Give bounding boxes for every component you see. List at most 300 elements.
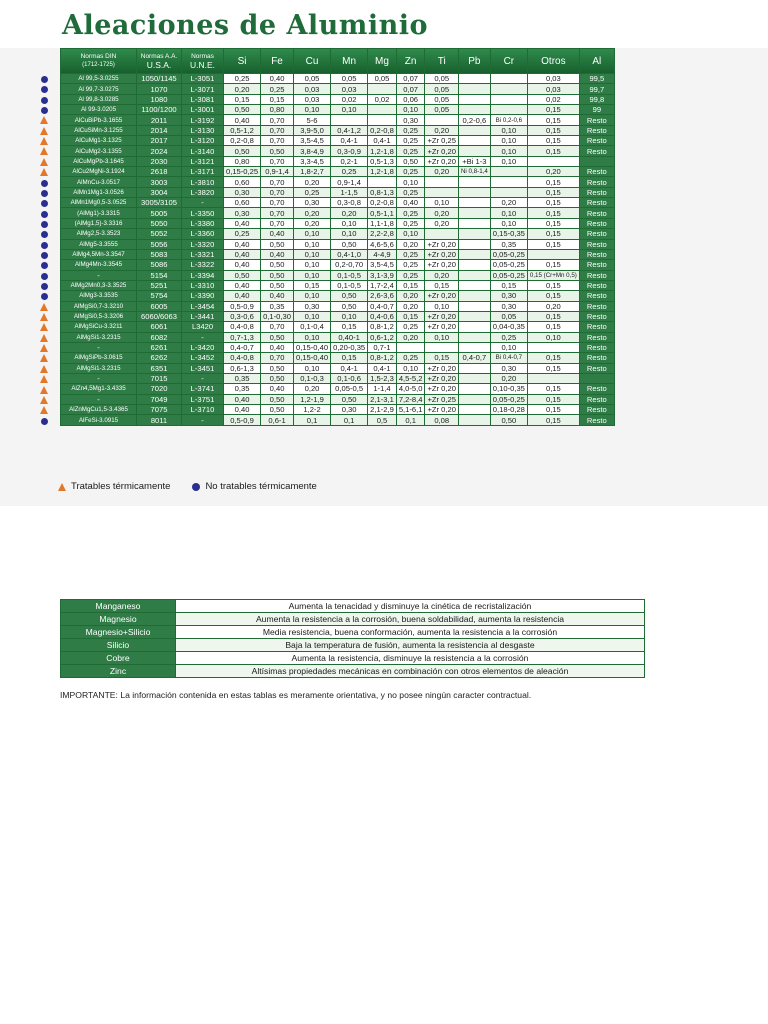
alloy-name-din: Al 99,7-3.0275 bbox=[61, 84, 136, 93]
alloy-code-une: - bbox=[182, 198, 223, 207]
cell-ti: +Zr 0,20 bbox=[427, 374, 456, 384]
cell-cr: 0,18-0,28 bbox=[492, 405, 525, 415]
alloy-code-une: L-3741 bbox=[182, 384, 223, 393]
cell-fe: 0,40 bbox=[261, 384, 293, 393]
cell-mg bbox=[368, 84, 396, 93]
header-usa-label: Normas A.A. bbox=[140, 53, 178, 60]
alloy-row bbox=[61, 384, 614, 393]
alloy-row bbox=[61, 312, 614, 321]
cell-si: 0,15-0,25 bbox=[226, 167, 259, 177]
element-effect: Aumenta la resistencia, disminuye la resistencia a la corrosión bbox=[176, 652, 645, 665]
alloy-name-din: AlMgSiPb-3.0615 bbox=[61, 353, 136, 362]
cell-ti: 0,20 bbox=[425, 167, 458, 176]
cell-pb bbox=[459, 260, 490, 269]
alloy-name-din: AlCuBiPb-3.1655 bbox=[61, 115, 136, 124]
cell-zn: 0,20 bbox=[397, 302, 425, 311]
cell-mn: 0,05 bbox=[331, 74, 367, 83]
element-name: Silicio bbox=[61, 639, 176, 652]
cell-otros: 0,15 bbox=[528, 281, 579, 290]
cell-mg: 2,2-2,8 bbox=[370, 229, 394, 239]
cell-pb bbox=[459, 364, 490, 373]
cell-pb: +Bi 1-3 bbox=[459, 157, 490, 166]
cell-cr: Bi 0,2-0,6 bbox=[491, 115, 527, 124]
alloy-name-din: - bbox=[61, 395, 136, 404]
cell-otros: 0,15 bbox=[528, 177, 579, 186]
alloy-code-une: L-3360 bbox=[182, 229, 223, 238]
cell-si: 0,35 bbox=[224, 384, 260, 393]
cell-zn: 0,06 bbox=[397, 95, 425, 104]
cell-mg: 0,4-1 bbox=[368, 136, 396, 145]
cell-otros: 0,15 bbox=[528, 146, 579, 155]
cell-al: 99,5 bbox=[580, 74, 614, 83]
alloy-name-din: AlMnCu-3.0517 bbox=[61, 177, 136, 186]
cell-si: 0,15 bbox=[224, 95, 260, 104]
cell-cr: 0,25 bbox=[491, 333, 527, 342]
cell-al: Resto bbox=[580, 198, 614, 207]
orange-triangle-icon bbox=[58, 483, 66, 491]
cell-cr bbox=[491, 177, 527, 186]
cell-fe: 0,70 bbox=[261, 322, 293, 331]
cell-mn: 0,02 bbox=[331, 95, 367, 104]
cell-al: Resto bbox=[580, 188, 614, 197]
alloy-code-usa: 2011 bbox=[137, 115, 181, 124]
cell-mn: 0,4-1,0 bbox=[331, 250, 367, 259]
cell-cr: 0,10 bbox=[491, 343, 527, 352]
alloy-name-din: AlMn1Mg0,5-3.0525 bbox=[61, 198, 136, 207]
header-ti: Ti bbox=[425, 49, 458, 73]
cell-pb bbox=[459, 146, 490, 155]
cell-si: 0,5-0,9 bbox=[224, 302, 260, 311]
cell-cr: 0,05-0,25 bbox=[492, 270, 525, 280]
alloy-row bbox=[61, 208, 614, 217]
cell-ti: +Zr 0,20 bbox=[427, 156, 456, 166]
cell-mn: 0,10 bbox=[331, 229, 367, 238]
alloy-row bbox=[61, 343, 614, 352]
cell-cu: 0,15-0,40 bbox=[295, 343, 329, 353]
cell-cu: 0,15 bbox=[294, 281, 330, 290]
cell-cu: 5-6 bbox=[294, 115, 330, 124]
alloy-name-din: AlCuMg2-3.1355 bbox=[61, 146, 136, 155]
element-name: Magnesio bbox=[61, 613, 176, 626]
cell-al: Resto bbox=[580, 146, 614, 155]
cell-fe: 0,50 bbox=[261, 146, 293, 155]
alloy-row bbox=[61, 415, 614, 424]
cell-mn: 0,50 bbox=[331, 240, 367, 249]
header-fe: Fe bbox=[261, 49, 293, 73]
alloy-name-din: AlMn1Mg1-3.0526 bbox=[61, 188, 136, 197]
alloy-row bbox=[61, 188, 614, 197]
cell-pb bbox=[459, 240, 490, 249]
cell-fe: 0,70 bbox=[261, 157, 293, 166]
cell-mg: 2,6-3,6 bbox=[370, 291, 394, 301]
alloy-code-une: L-3120 bbox=[182, 136, 223, 145]
cell-ti bbox=[425, 343, 458, 352]
alloy-row bbox=[61, 115, 614, 124]
cell-otros: 0,15 bbox=[528, 115, 579, 124]
cell-al: Resto bbox=[580, 405, 614, 414]
cell-si: 0,6-1,3 bbox=[224, 364, 260, 373]
alloy-row bbox=[61, 271, 614, 280]
header-si: Si bbox=[224, 49, 260, 73]
element-effects-body bbox=[61, 600, 645, 678]
cell-cu: 0,10 bbox=[294, 260, 330, 269]
alloy-name-din: AlZn4,5Mg1-3.4335 bbox=[61, 384, 136, 393]
cell-zn: 0,25 bbox=[397, 126, 425, 135]
alloy-code-une: L-3121 bbox=[182, 157, 223, 166]
alloy-row bbox=[61, 240, 614, 249]
alloy-name-din: - bbox=[61, 374, 136, 383]
cell-mn: 0,50 bbox=[331, 395, 367, 404]
cell-ti: +Zr 0,20 bbox=[427, 312, 456, 322]
alloy-code-une: L-3171 bbox=[182, 167, 223, 176]
cell-mg: 0,4-0,6 bbox=[370, 312, 394, 322]
alloy-code-une: L-3321 bbox=[182, 250, 223, 259]
cell-cr: 0,20 bbox=[491, 198, 527, 207]
alloy-row bbox=[61, 353, 614, 362]
alloy-code-usa: 2014 bbox=[137, 126, 181, 135]
cell-ti: 0,15 bbox=[425, 281, 458, 290]
cell-cu: 0,10 bbox=[294, 271, 330, 280]
cell-zn: 0,50 bbox=[397, 157, 425, 166]
cell-zn: 0,25 bbox=[397, 271, 425, 280]
alloy-code-une: L-3820 bbox=[182, 188, 223, 197]
cell-cu: 3,8-4,9 bbox=[294, 146, 330, 155]
cell-pb bbox=[459, 95, 490, 104]
alloy-code-usa: 5052 bbox=[137, 229, 181, 238]
cell-mn: 0,50 bbox=[331, 302, 367, 311]
cell-zn: 5,1-6,1 bbox=[398, 405, 423, 415]
cell-cu: 0,05 bbox=[294, 74, 330, 83]
element-effect: Baja la temperatura de fusión, aumenta la resistencia al desgaste bbox=[176, 639, 645, 652]
cell-cr: 0,04-0,35 bbox=[492, 322, 525, 332]
cell-ti: 0,20 bbox=[425, 126, 458, 135]
cell-otros: 0,02 bbox=[528, 95, 579, 104]
cell-otros: 0,15 bbox=[528, 105, 579, 114]
alloy-row bbox=[61, 333, 614, 342]
cell-cr: Bi 0,4-0,7 bbox=[491, 353, 527, 362]
cell-ti bbox=[425, 229, 458, 238]
alloy-table-container bbox=[60, 48, 615, 426]
cell-zn: 0,10 bbox=[397, 105, 425, 114]
cell-si: 0,20 bbox=[224, 84, 260, 93]
cell-zn: 0,25 bbox=[397, 250, 425, 259]
cell-cu: 0,10 bbox=[294, 291, 330, 300]
cell-fe: 0,40 bbox=[261, 291, 293, 300]
cell-pb bbox=[459, 281, 490, 290]
cell-otros: 0,15 bbox=[528, 395, 579, 404]
cell-cr: 0,10 bbox=[491, 208, 527, 217]
cell-mg: 0,2-0,8 bbox=[370, 125, 394, 135]
cell-zn: 0,25 bbox=[397, 353, 425, 362]
legend-item-non-treatable bbox=[192, 481, 316, 492]
cell-cr bbox=[491, 105, 527, 114]
cell-cu: 0,15-0,40 bbox=[295, 353, 329, 363]
cell-al: Resto bbox=[580, 136, 614, 145]
cell-pb bbox=[459, 374, 490, 383]
alloy-code-une: - bbox=[182, 374, 223, 383]
cell-fe: 0,70 bbox=[261, 353, 293, 362]
cell-cr: 0,05-0,25 bbox=[492, 394, 525, 404]
cell-cr: 0,10 bbox=[491, 146, 527, 155]
cell-ti: +Zr 0,25 bbox=[427, 136, 456, 146]
cell-cr: 0,20 bbox=[491, 374, 527, 383]
cell-si: 0,3-0,6 bbox=[224, 312, 260, 321]
cell-mn: 0,03 bbox=[331, 84, 367, 93]
blue-dot-icon bbox=[41, 221, 48, 228]
cell-si: 0,30 bbox=[224, 188, 260, 197]
alloy-row bbox=[61, 291, 614, 300]
orange-triangle-icon bbox=[40, 158, 48, 166]
alloy-row bbox=[61, 177, 614, 186]
alloy-row bbox=[61, 74, 614, 83]
cell-al: 99 bbox=[580, 105, 614, 114]
cell-mn: 0,4-1,2 bbox=[331, 126, 367, 135]
cell-ti: +Zr 0,20 bbox=[427, 384, 456, 394]
cell-mg: 0,6-1,2 bbox=[370, 332, 394, 342]
alloy-name-din: AlZnMgCu1,5-3.4365 bbox=[61, 405, 136, 414]
cell-mg bbox=[368, 105, 396, 114]
cell-mn: 0,25 bbox=[331, 167, 367, 176]
cell-cu: 0,1-0,4 bbox=[294, 322, 330, 331]
element-row bbox=[61, 600, 645, 613]
legend-treatable-label: Tratables térmicamente bbox=[71, 481, 171, 492]
cell-pb bbox=[459, 198, 490, 207]
cell-fe: 0,70 bbox=[261, 188, 293, 197]
cell-pb bbox=[459, 415, 490, 424]
cell-cu: 0,10 bbox=[294, 312, 330, 321]
cell-mg: 1,2-1,8 bbox=[370, 146, 394, 156]
element-name: Cobre bbox=[61, 652, 176, 665]
cell-mn: 1-1,5 bbox=[331, 188, 367, 197]
cell-cr: 0,50 bbox=[491, 415, 527, 424]
cell-otros: 0,15 bbox=[528, 353, 579, 362]
page-title: Aleaciones de Aluminio bbox=[62, 10, 429, 41]
alloy-name-din: AlMg2Mn0,3-3.3525 bbox=[61, 281, 136, 290]
alloy-name-din: AlMg5-3.3555 bbox=[61, 240, 136, 249]
header-din bbox=[61, 49, 136, 73]
element-name: Magnesio+Silicio bbox=[61, 626, 176, 639]
alloy-row bbox=[61, 250, 614, 259]
alloy-code-une: L-3390 bbox=[182, 291, 223, 300]
header-une-label: Normas bbox=[191, 53, 214, 60]
legend-item-treatable bbox=[58, 481, 170, 492]
cell-otros bbox=[528, 250, 579, 259]
cell-otros: 0,20 bbox=[528, 167, 579, 176]
header-pb: Pb bbox=[459, 49, 490, 73]
cell-si: 0,40 bbox=[224, 219, 260, 228]
cell-cr: 0,15 bbox=[491, 281, 527, 290]
cell-ti: 0,05 bbox=[425, 74, 458, 83]
cell-ti: 0,08 bbox=[425, 415, 458, 424]
cell-otros: 0,15 bbox=[528, 291, 579, 300]
cell-mn: 0,15 bbox=[331, 353, 367, 362]
cell-al: Resto bbox=[580, 208, 614, 217]
cell-mg: 1-1,4 bbox=[368, 384, 396, 393]
cell-otros: 0,03 bbox=[528, 74, 579, 83]
cell-fe: 0,50 bbox=[261, 271, 293, 280]
cell-mn: 0,50 bbox=[331, 291, 367, 300]
cell-pb bbox=[459, 312, 490, 321]
header-usa-sub: U.S.A. bbox=[146, 60, 172, 70]
alloy-row bbox=[61, 302, 614, 311]
cell-si: 0,4-0,7 bbox=[224, 343, 260, 352]
cell-si: 0,7-1,3 bbox=[224, 333, 260, 342]
cell-al: Resto bbox=[580, 322, 614, 331]
cell-cr: 0,05-0,25 bbox=[492, 260, 525, 270]
alloy-name-din: AlMgSi0,7-3.3210 bbox=[61, 302, 136, 311]
cell-otros: 0,15 bbox=[528, 322, 579, 331]
cell-cr bbox=[491, 167, 527, 176]
cell-si: 0,40 bbox=[224, 291, 260, 300]
cell-ti: +Zr 0,25 bbox=[427, 394, 456, 404]
cell-zn: 4,5-5,2 bbox=[398, 374, 423, 384]
cell-al: Resto bbox=[580, 333, 614, 342]
blue-dot-icon bbox=[41, 273, 48, 280]
alloy-code-une: L-3051 bbox=[182, 74, 223, 83]
cell-fe: 0,70 bbox=[261, 126, 293, 135]
cell-mg: 0,4-0,7 bbox=[370, 301, 394, 311]
cell-cr: 0,05 bbox=[491, 312, 527, 321]
alloy-code-une: L-3192 bbox=[182, 115, 223, 124]
blue-dot-icon bbox=[41, 107, 48, 114]
alloy-code-une: - bbox=[182, 333, 223, 342]
alloy-row bbox=[61, 84, 614, 93]
cell-ti: +Zr 0,20 bbox=[427, 239, 456, 249]
blue-dot-icon bbox=[41, 211, 48, 218]
cell-zn: 0,25 bbox=[397, 219, 425, 228]
cell-cu: 0,10 bbox=[294, 333, 330, 342]
alloy-name-din: Al 99,5-3.0255 bbox=[61, 74, 136, 83]
cell-otros: 0,15 bbox=[528, 126, 579, 135]
cell-cr: 0,10-0,35 bbox=[492, 384, 525, 394]
alloy-row bbox=[61, 395, 614, 404]
cell-mn: 0,20-0,35 bbox=[333, 343, 366, 353]
alloy-code-usa: 6005 bbox=[137, 302, 181, 311]
cell-otros: 0,15 bbox=[528, 364, 579, 373]
cell-cu: 1,2-2 bbox=[294, 405, 330, 414]
element-row bbox=[61, 652, 645, 665]
alloy-name-din: AlCuSiMn-3.1255 bbox=[61, 126, 136, 135]
cell-ti bbox=[425, 177, 458, 186]
cell-pb bbox=[459, 177, 490, 186]
alloy-row bbox=[61, 219, 614, 228]
cell-mg bbox=[368, 177, 396, 186]
cell-cr: 0,10 bbox=[491, 157, 527, 166]
alloy-code-une: L-3081 bbox=[182, 95, 223, 104]
cell-mg: 4,6-5,6 bbox=[370, 239, 394, 249]
cell-cr: 0,35 bbox=[491, 240, 527, 249]
cell-si: 0,60 bbox=[224, 198, 260, 207]
blue-dot-icon bbox=[192, 483, 200, 491]
alloy-code-usa: 3003 bbox=[137, 177, 181, 186]
header-cu: Cu bbox=[294, 49, 330, 73]
alloy-code-usa: 7020 bbox=[137, 384, 181, 393]
alloy-code-une: L-3451 bbox=[182, 364, 223, 373]
cell-mg bbox=[368, 115, 396, 124]
disclaimer-note: IMPORTANTE: La información contenida en estas tablas es meramente orientativa, y no posee ningún caracter contractual. bbox=[60, 690, 532, 700]
alloy-name-din: - bbox=[61, 271, 136, 280]
cell-otros bbox=[528, 374, 579, 383]
cell-cr: 0,10 bbox=[491, 136, 527, 145]
alloy-row bbox=[61, 260, 614, 269]
alloy-code-usa: 5083 bbox=[137, 250, 181, 259]
cell-zn: 0,25 bbox=[397, 208, 425, 217]
cell-mg: 0,2-0,8 bbox=[370, 198, 394, 208]
element-effect: Altísimas propiedades mecánicas en combinación con otros elementos de aleación bbox=[176, 665, 645, 678]
cell-pb bbox=[459, 322, 490, 331]
alloy-code-usa: 5056 bbox=[137, 240, 181, 249]
cell-cr: 0,10 bbox=[491, 219, 527, 228]
cell-fe: 0,70 bbox=[261, 177, 293, 186]
blue-dot-icon bbox=[41, 242, 48, 249]
cell-al: Resto bbox=[580, 126, 614, 135]
cell-mg: 3,1-3,9 bbox=[370, 270, 394, 280]
cell-si: 0,2-0,8 bbox=[224, 136, 260, 145]
cell-cu: 0,03 bbox=[294, 84, 330, 93]
cell-si: 0,40 bbox=[224, 250, 260, 259]
cell-si: 0,50 bbox=[224, 105, 260, 114]
cell-zn: 0,25 bbox=[397, 136, 425, 145]
alloy-row bbox=[61, 167, 614, 176]
alloy-code-une: L-3322 bbox=[182, 260, 223, 269]
cell-fe: 0,50 bbox=[261, 374, 293, 383]
cell-mg: 0,5 bbox=[368, 415, 396, 424]
alloy-row bbox=[61, 157, 614, 166]
element-name: Zinc bbox=[61, 665, 176, 678]
cell-al: 99,7 bbox=[580, 84, 614, 93]
alloy-code-une: L-3310 bbox=[182, 281, 223, 290]
orange-triangle-icon bbox=[40, 396, 48, 404]
alloy-name-din: AlMgSiCu-3.3211 bbox=[61, 322, 136, 331]
alloy-code-usa: 6082 bbox=[137, 333, 181, 342]
cell-fe: 0,35 bbox=[261, 302, 293, 311]
alloy-name-din: Al 99,8-3.0285 bbox=[61, 95, 136, 104]
cell-cr: 0,15-0,35 bbox=[492, 229, 525, 239]
cell-ti: +Zr 0,20 bbox=[427, 146, 456, 156]
alloy-code-une: L-3071 bbox=[182, 84, 223, 93]
cell-otros: 0,15 bbox=[528, 415, 579, 424]
cell-mg: 1,1-1,8 bbox=[370, 218, 394, 228]
cell-fe: 0,40 bbox=[261, 343, 293, 352]
cell-fe: 0,50 bbox=[261, 281, 293, 290]
alloy-code-usa: 2030 bbox=[137, 157, 181, 166]
cell-cu: 0,1-0,3 bbox=[294, 374, 330, 383]
cell-ti: +Zr 0,20 bbox=[427, 363, 456, 373]
cell-mn: 0,10 bbox=[331, 105, 367, 114]
cell-si: 0,40 bbox=[224, 395, 260, 404]
cell-zn: 0,10 bbox=[397, 177, 425, 186]
alloy-code-usa: 6261 bbox=[137, 343, 181, 352]
alloy-table-body bbox=[61, 74, 614, 425]
alloy-code-usa: 3005/3105 bbox=[137, 198, 181, 207]
alloy-name-din: (AlMg1)-3.3315 bbox=[61, 208, 136, 217]
alloy-code-usa: 6060/6063 bbox=[137, 312, 181, 321]
cell-cu: 0,20 bbox=[294, 384, 330, 393]
alloy-name-din: AlMgSi1-3.2315 bbox=[61, 333, 136, 342]
alloy-name-din: AlMg2,5-3.3523 bbox=[61, 229, 136, 238]
cell-pb bbox=[459, 188, 490, 197]
alloy-code-usa: 3004 bbox=[137, 188, 181, 197]
cell-cu: 0,03 bbox=[294, 95, 330, 104]
cell-fe: 0,70 bbox=[261, 208, 293, 217]
cell-otros: 0,15 bbox=[528, 188, 579, 197]
alloy-code-une: L-3130 bbox=[182, 126, 223, 135]
header-une bbox=[182, 49, 223, 73]
cell-zn: 0,15 bbox=[397, 281, 425, 290]
orange-triangle-icon bbox=[40, 323, 48, 331]
cell-zn: 0,07 bbox=[397, 84, 425, 93]
alloy-code-usa: 8011 bbox=[137, 415, 181, 424]
